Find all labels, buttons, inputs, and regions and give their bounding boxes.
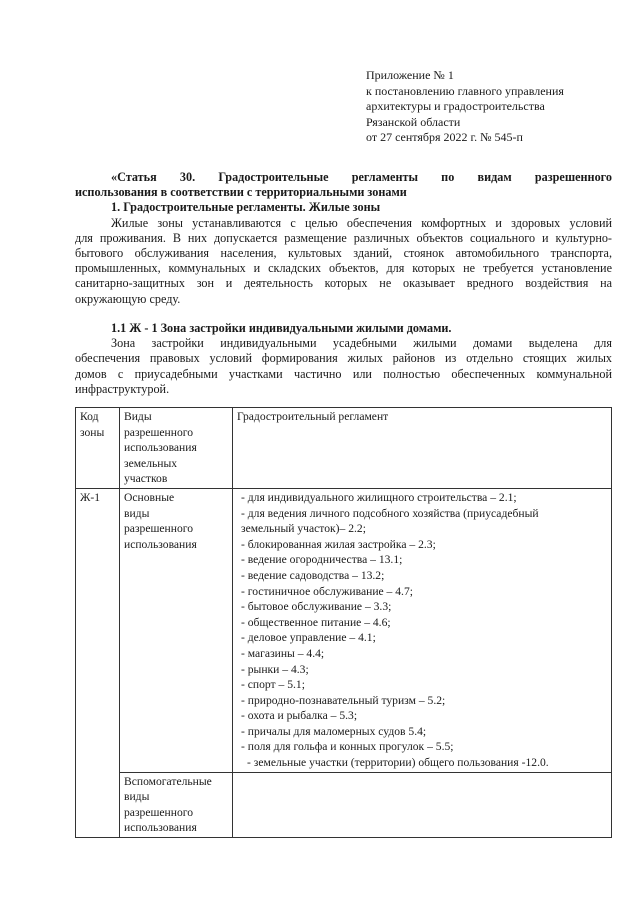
zone-description-line: обеспечения правовых условий формирования жилых районов из отдельно стоящих жилых [75, 351, 612, 366]
zone-description-line: Зона застройки индивидуальными усадебными жилыми домами выделена для [111, 336, 612, 350]
use-item: - для ведения личного подсобного хозяйства (приусадебный [241, 506, 539, 520]
article-30 [75, 170, 612, 307]
zone-title: 1.1 Ж - 1 Зона застройки индивидуальными жилыми домами. [111, 321, 452, 335]
section1-heading: 1. Градостроительные регламенты. Жилые зоны [111, 200, 381, 215]
appendix-line: к постановлению главного управления [366, 83, 564, 98]
kind-text: Основные [124, 490, 175, 504]
use-item: - бытовое обслуживание – 3.3; [241, 600, 392, 614]
residential-line: бытового обслуживания населения, культовых зданий, стоянок автомобильного транспорта, [75, 246, 612, 261]
use-item: - природно-познавательный туризм – 5.2; [241, 693, 446, 707]
article-title-line2: использования в соответствии с территориальными зонами [75, 185, 407, 200]
header-text: Градостроительный регламент [237, 410, 389, 423]
appendix-line: архитектуры и градостроительства [366, 99, 545, 113]
main-kind-cell [120, 488, 233, 772]
use-item: - магазины – 4.4; [241, 646, 325, 660]
kind-text: виды [124, 506, 150, 520]
header-text: использования [124, 441, 197, 455]
regulation-table [75, 407, 612, 838]
zone-code: Ж-1 [80, 490, 101, 504]
zone-code-cell [76, 488, 120, 837]
kind-text: виды [124, 790, 150, 804]
use-item: - для индивидуального жилищного строительства – 2.1; [241, 490, 517, 504]
kind-text: разрешенного [124, 522, 194, 536]
header-text: Виды [124, 410, 152, 423]
kind-text: использования [124, 821, 197, 835]
residential-line: окружающую среду. [75, 291, 181, 306]
use-item: - ведение огородничества – 13.1; [241, 553, 403, 567]
use-item: - охота и рыбалка – 5.3; [241, 709, 358, 723]
residential-line: промышленных, коммунальных и складских объектов, для которых не требуется установление [75, 261, 612, 276]
use-item: - деловое управление – 4.1; [241, 631, 376, 645]
use-item: - причалы для маломерных судов 5.4; [241, 724, 427, 738]
header-regulation [233, 408, 612, 489]
header-text: зоны [80, 425, 105, 439]
kind-text: разрешенного [124, 805, 194, 819]
header-use-kinds [120, 408, 233, 489]
residential-line: Жилые зоны устанавливаются с целью обеспечения комфортных и здоровых условий [111, 215, 612, 230]
residential-line: санитарно-защитных зон и деятельность которых не оказывает вредного воздействия на [75, 276, 612, 291]
appendix-line: от 27 сентября 2022 г. № 545-п [366, 130, 523, 144]
article-title-line1: «Статья 30. Градостроительные регламенты по видам разрешенного [111, 170, 612, 184]
zone-description-line: инфраструктурой. [75, 382, 170, 397]
zone-description-line: домов с приусадебными участками частично или полностью обеспеченных коммунальной [75, 366, 612, 381]
use-item: - спорт – 5.1; [241, 678, 305, 692]
table-header-row [76, 408, 612, 489]
appendix-line: Приложение № 1 [366, 68, 454, 82]
header-zone-code [76, 408, 120, 489]
use-item: - земельные участки (территории) общего пользования -12.0. [247, 756, 549, 770]
aux-kind-cell [120, 772, 233, 837]
use-item: - ведение садоводства – 13.2; [241, 568, 385, 582]
header-text: Код [80, 410, 99, 423]
aux-uses-cell [233, 772, 612, 837]
header-text: разрешенного [124, 425, 194, 439]
table-row-aux-uses [76, 772, 612, 837]
residential-line: для проживания. В них допускается размещение различных объектов социального и культурно- [75, 230, 612, 245]
header-text: участков [124, 472, 168, 486]
kind-text: использования [124, 537, 197, 551]
use-item: - общественное питание – 4.6; [241, 615, 391, 629]
table-row-main-uses [76, 488, 612, 772]
main-uses-cell [233, 488, 612, 772]
zone-description [75, 336, 612, 398]
use-item: - поля для гольфа и конных прогулок – 5.5; [241, 740, 454, 754]
kind-text: Вспомогательные [124, 774, 212, 788]
use-item: - блокированная жилая застройка – 2.3; [241, 537, 436, 551]
header-text: земельных [124, 456, 178, 470]
use-item: земельный участок)– 2.2; [241, 522, 366, 536]
appendix-block [366, 68, 564, 146]
appendix-line: Рязанской области [366, 114, 461, 129]
use-item: - рынки – 4.3; [241, 662, 309, 676]
use-item: - гостиничное обслуживание – 4.7; [241, 584, 413, 598]
